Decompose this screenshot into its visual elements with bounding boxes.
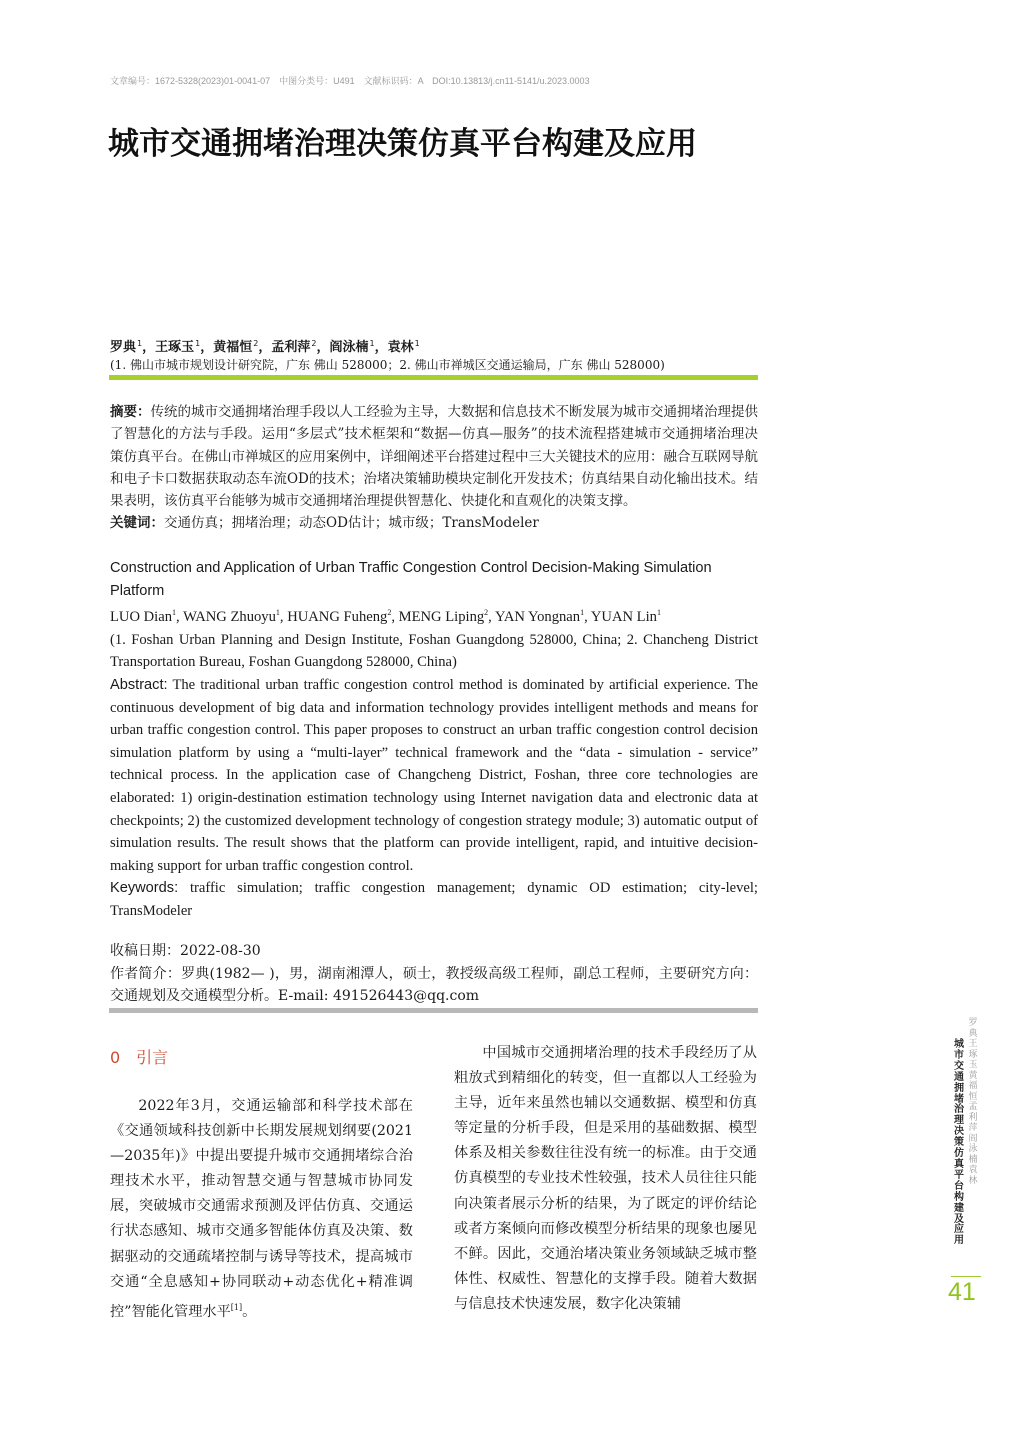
running-header-authors: 罗典 王琢玉 黄福恒 孟利萍 阎泳楠 袁林 [968,1018,978,1186]
english-author-list: LUO Dian$^1$, WANG Zhuoyu$^1$, HUANG Fuheng$^2$, MENG Liping$^2$, YAN Yongnan$^1$, YUAN Lin$^1$ [110,608,661,626]
english-keywords [110,877,758,922]
english-author-name: HUANG Fuheng [287,609,388,626]
author-name: 袁林 [387,340,414,355]
author-name: 阎泳楠 [329,340,369,355]
gray-divider [109,1008,758,1013]
citation-mark: [1] [230,1302,243,1312]
english-author-name: LUO Dian [110,609,173,626]
english-keywords-text: traffic simulation; traffic congestion management; dynamic OD estimation; city-level; TransModeler [110,880,758,919]
article-metadata: 文章编号：1672-5328(2023)01-0041-07 中图分类号：U491 文献标识码：A DOI:10.13813/j.cn11-5141/u.2023.0003 [110,76,590,86]
author-affiliation-mark: 1 [195,339,201,348]
body-paragraph: 2022年3月，交通运输部和科学技术部在《交通领域科技创新中长期发展规划纲要(2021—2035年)》中提出要提升城市交通拥堵综合治理技术水平，推动智慧交通与智慧城市协同发展，突破城市交通需求预测及评估仿真、交通运行状态感知、城市交通多智能体仿真及决策、数据驱动的交通疏堵控制与诱导等技术，提高城市交通“全息感知+协同联动+动态优化+精准调控”智能化管理水平 [110,1098,413,1320]
author-name: 孟利萍 [271,340,311,355]
running-header-title: 城市交通拥堵治理决策仿真平台构建及应用 [954,1039,964,1247]
body-paragraph-end: 。 [242,1303,257,1320]
english-abstract-text: The traditional urban traffic congestion control method is dominated by artificial experience. The continuous development of big data and information technology provides intelligent methods and means for urban traffic congestion control. This paper proposes to construct an urban traffic congestion control decision simulation platform by using a “multi-layer” technical framework and the “data - simulation - service” technical process. In the application case of Changcheng District, Foshan, three core technologies are elaborated: 1) origin-destination estimation technology using Internet navigation data and electronic data at checkpoints; 2) the customized development technology of congestion strategy module; 3) automatic output of simulation results. The result shows that the platform can provide intelligent, rapid, and intuitive decision-making support for urban traffic congestion control. [110,676,758,874]
author-affiliation-mark: 1 [369,339,375,348]
keywords-zh-text: 交通仿真；拥堵治理；动态OD估计；城市级；TransModeler [164,515,539,532]
page-number-rule [951,1276,981,1277]
author-affiliation-mark: 1 [137,339,143,348]
abstract-zh-label: 摘要： [110,404,151,420]
english-abstract-block [110,557,758,923]
author-affiliation-mark: 1 [414,339,420,348]
english-affiliation-mark: 2 [484,608,489,618]
english-affiliation-mark: 2 [387,608,392,618]
received-date: 收稿日期：2022-08-30 [110,943,261,959]
article-title: 城市交通拥堵治理决策仿真平台构建及应用 [108,126,697,162]
author-bio: 作者简介：罗典(1982— )，男，湖南湘潭人，硕士，教授级高级工程师，副总工程师，主要研究方向：交通规划及交通模型分析。E-mail: 491526443@qq.com [110,965,758,1005]
english-author-name: MENG Liping [398,609,485,626]
english-abstract [110,674,758,877]
author-name: 罗典 [110,340,137,355]
page-number: 41 [948,1278,976,1306]
author-name: 王琢玉 [155,340,195,355]
body-column-right [454,1041,757,1317]
english-keywords-label: Keywords: [110,880,179,897]
english-author-name: WANG Zhuoyu [183,609,276,626]
english-affiliation: (1. Foshan Urban Planning and Design Institute, Foshan Guangdong 528000, China; 2. Chancheng District Transportation Bureau, Foshan Guangdong 528000, China) [110,631,758,671]
green-divider [109,375,758,380]
english-affiliation-mark: 1 [580,608,585,618]
author-affiliation-mark: 2 [253,339,259,348]
abstract-zh-text: 传统的城市交通拥堵治理手段以人工经验为主导，大数据和信息技术不断发展为城市交通拥堵治理提供了智慧化的方法与手段。运用“多层式”技术框架和“数据—仿真—服务”的技术流程搭建城市交通拥堵治理决策仿真平台。在佛山市禅城区的应用案例中，详细阐述平台搭建过程中三大关键技术的应用：融合互联网导航和电子卡口数据获取动态车流OD的技术；治堵决策辅助模块定制化开发技术；仿真结果自动化输出技术。结果表明，该仿真平台能够为城市交通拥堵治理提供智慧化、快捷化和直观化的决策支撑。 [110,404,758,510]
english-affiliation-mark: 1 [275,608,280,618]
english-affiliation-mark: 1 [172,608,177,618]
keywords-zh-label: 关键词： [110,515,164,532]
affiliation-zh: (1. 佛山市城市规划设计研究院，广东 佛山 528000；2. 佛山市禅城区交通运输局，广东 佛山 528000) [110,358,665,372]
abstract-zh [110,401,758,512]
article-notes [110,940,758,1008]
abstract-zh-block [110,401,758,535]
author-affiliation-mark: 2 [311,339,317,348]
author-name: 黄福恒 [213,340,253,355]
keywords-zh [110,512,758,534]
body-paragraph: 中国城市交通拥堵治理的技术手段经历了从粗放式到精细化的转变，但一直都以人工经验为主导，近年来虽然也辅以交通数据、模型和仿真等定量的分析手段，但是采用的基础数据、模型体系及相关参数往往没有统一的标准。由于交通仿真模型的专业技术性较强，技术人员往往只能向决策者展示分析的结果，为了既定的评价结论或者方案倾向而修改模型分析结果的现象也屡见不鲜。因此，交通治堵决策业务领域缺乏城市整体性、权威性、智慧化的支撑手段。随着大数据与信息技术快速发展，数字化决策辅 [454,1045,757,1312]
english-abstract-label: Abstract: [110,676,168,693]
body-column-left [110,1094,413,1325]
english-affiliation-mark: 1 [656,608,661,618]
english-author-name: YUAN Lin [590,609,657,626]
english-author-name: YAN Yongnan [494,609,581,626]
author-list: 罗典$^1$，王琢玉$^1$，黄福恒$^2$，孟利萍$^2$，阎泳楠$^1$，袁林$^1$ [110,339,420,355]
english-title: Construction and Application of Urban Traffic Congestion Control Decision-Making Simulation Platform [110,560,712,599]
section-heading: 0 引言 [110,1048,169,1067]
